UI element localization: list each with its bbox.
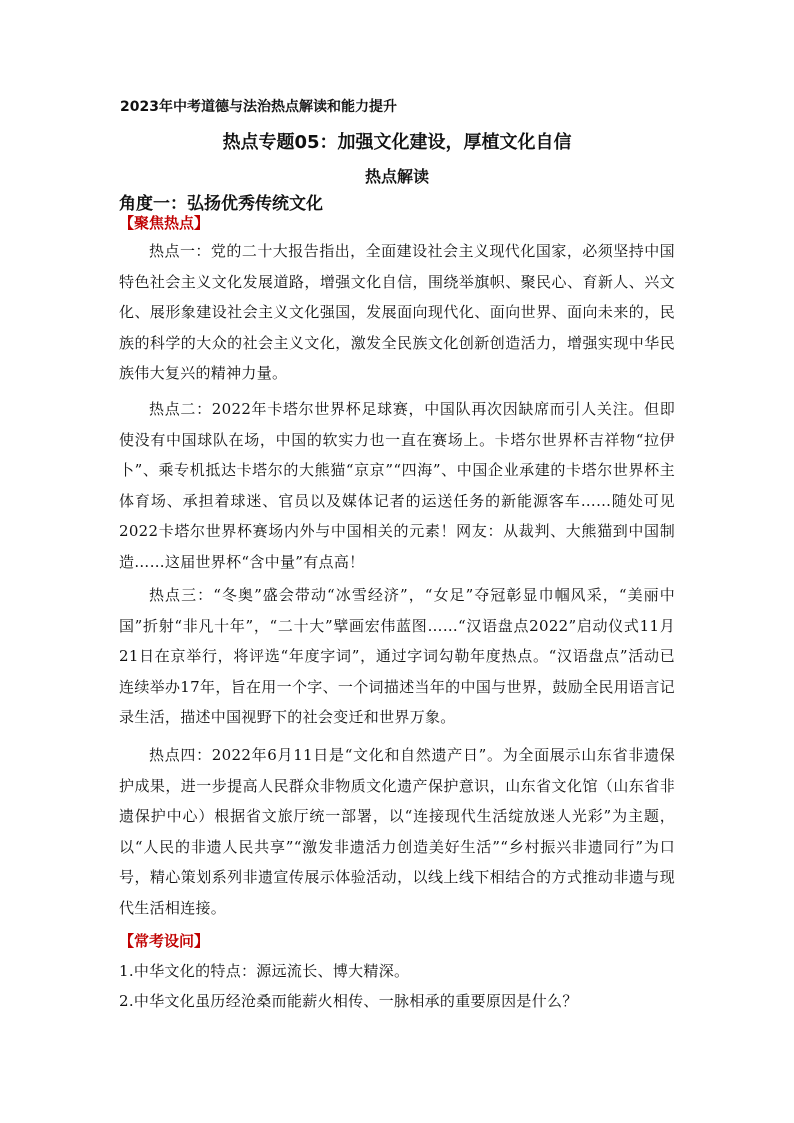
hotspot-paragraph-2: 热点二：2022年卡塔尔世界杯足球赛，中国队再次因缺席而引人关注。但即使没有中国球队在场，中国的软实力也一直在赛场上。卡塔尔世界杯吉祥物“拉伊卜”、乘专机抵达卡塔尔的大熊猫“京京”“四海”、中国企业承建的卡塔尔世界杯主体育场、承担着球迷、官员以及媒体记者的运送任务的新能源客车……随处可见2022卡塔尔世界杯赛场内外与中国相关的元素！网友：从裁判、大熊猫到中国制造……这届世界杯“含中量”有点高！ [119,400,675,571]
common-questions-tag: 【常考设问】 [119,932,210,950]
document-subtitle: 2023年中考道德与法治热点解读和能力提升 [120,99,397,115]
focus-hotspots-tag: 【聚焦热点】 [119,214,210,232]
document-title: 热点专题05：加强文化建设，厚植文化自信 [222,132,572,153]
hotspot-paragraph-3: 热点三：“冬奥”盛会带动“冰雪经济”，“女足”夺冠彰显巾帼风采，“美丽中国”折射“非凡十年”，“二十大”擘画宏伟蓝图……“汉语盘点2022”启动仪式11月21日在京举行，将评选“年度字词”，通过字词勾勒年度热点。“汉语盘点”活动已连续举办17年，旨在用一个字、一个词描述当年的中国与世界，鼓励全民用语言记录生活，描述中国视野下的社会变迁和世界万象。 [119,586,675,726]
hotspot-paragraph-1: 热点一：党的二十大报告指出，全面建设社会主义现代化国家，必须坚持中国特色社会主义文化发展道路，增强文化自信，围绕举旗帜、聚民心、育新人、兴文化、展形象建设社会主义文化强国，发展面向现代化、面向世界、面向未来的，民族的科学的大众的社会主义文化，激发全民族文化创新创造活力，增强实现中华民族伟大复兴的精神力量。 [119,242,675,382]
section-heading: 热点解读 [364,167,429,186]
angle-heading: 角度一：弘扬优秀传统文化 [119,194,323,214]
question-item-1: 1.中华文化的特点：源远流长、博大精深。 [119,962,410,980]
question-item-2: 2.中华文化虽历经沧桑而能薪火相传、一脉相承的重要原因是什么？ [119,992,578,1010]
hotspot-paragraph-4: 热点四：2022年6月11日是“文化和自然遗产日”。为全面展示山东省非遗保护成果，进一步提高人民群众非物质文化遗产保护意识，山东省文化馆（山东省非遗保护中心）根据省文旅厅统一部署，以“连接现代生活绽放迷人光彩”为主题，以“人民的非遗人民共享”“激发非遗活力创造美好生活”“乡村振兴非遗同行”为口号，精心策划系列非遗宣传展示体验活动，以线上线下相结合的方式推动非遗与现代生活相连接。 [119,746,675,917]
